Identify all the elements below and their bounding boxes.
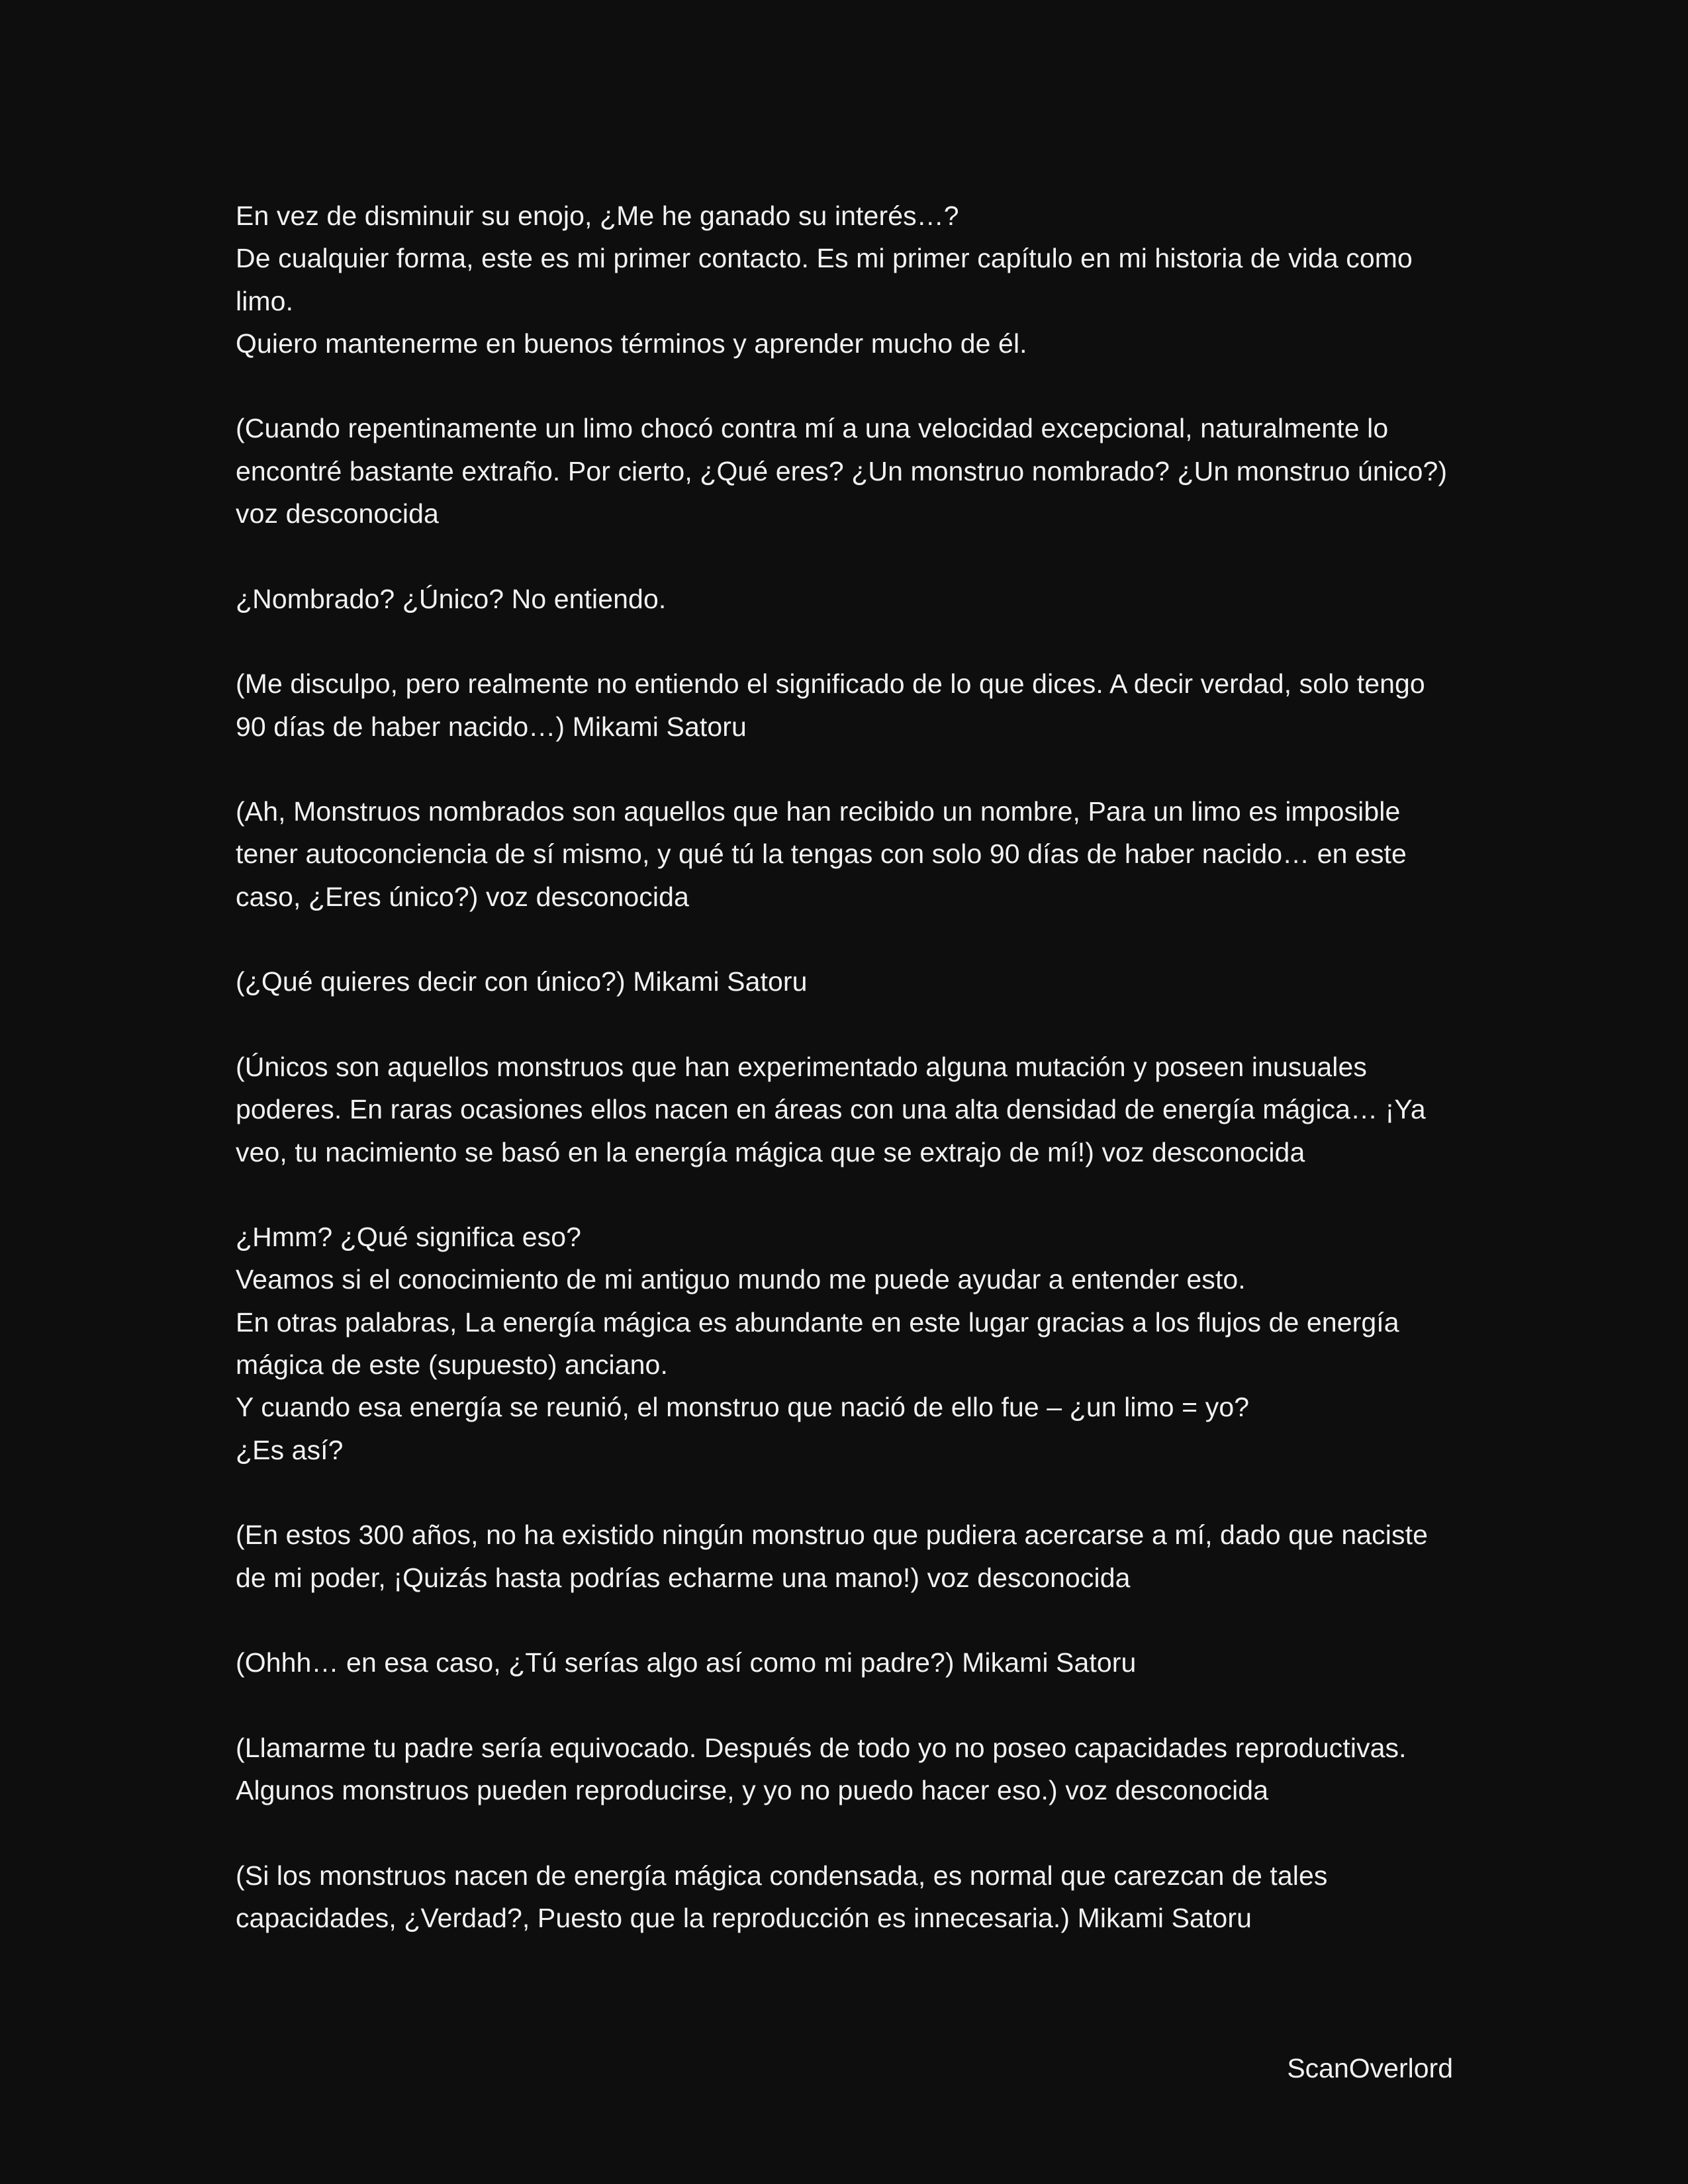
text-line: (Llamarme tu padre sería equivocado. Después de todo yo no poseo capacidades reproductivas. Algunos monstruos pueden reproducirse, y yo no puedo hacer eso.) voz desconocida	[236, 1732, 1413, 1805]
paragraph	[236, 960, 1460, 1003]
paragraph	[236, 578, 1460, 620]
paragraph	[236, 1727, 1460, 1812]
text-line: (Me disculpo, pero realmente no entiendo el significado de lo que dices. A decir verdad, solo tengo 90 días de haber nacido…) Mikami Satoru	[236, 668, 1433, 742]
text-line: (Ah, Monstruos nombrados son aquellos que han recibido un nombre, Para un limo es imposible tener autoconciencia de sí mismo, y qué tú la tengas con solo 90 días de haber nacido… en este caso, ¿Eres único?) voz desconocida	[236, 796, 1415, 912]
paragraph	[236, 790, 1460, 918]
text-line: (¿Qué quieres decir con único?) Mikami Satoru	[236, 966, 808, 997]
text-line: De cualquier forma, este es mi primer contacto. Es mi primer capítulo en mi historia de vida como limo.	[236, 243, 1421, 316]
text-line: (Cuando repentinamente un limo chocó contra mí a una velocidad excepcional, naturalmente lo encontré bastante extraño. Por cierto, ¿Qué eres? ¿Un monstruo nombrado? ¿Un monstruo único?) voz desconocida	[236, 413, 1455, 529]
paragraph	[236, 195, 1460, 365]
text-line: ¿Hmm? ¿Qué significa eso?	[236, 1222, 582, 1253]
text-line: Veamos si el conocimiento de mi antiguo mundo me puede ayudar a entender esto.	[236, 1264, 1246, 1295]
text-line: Quiero mantenerme en buenos términos y aprender mucho de él.	[236, 328, 1027, 359]
paragraph	[236, 1641, 1460, 1684]
text-line: En otras palabras, La energía mágica es abundante en este lugar gracias a los flujos de energía mágica de este (supuesto) anciano.	[236, 1306, 1407, 1381]
text-line: (En estos 300 años, no ha existido ningún monstruo que pudiera acercarse a mí, dado que naciste de mi poder, ¡Quizás hasta podrías echarme una mano!) voz desconocida	[236, 1520, 1436, 1593]
text-line: ¿Nombrado? ¿Único? No entiendo.	[236, 583, 667, 614]
paragraph	[236, 1216, 1460, 1471]
signature: ScanOverlord	[1287, 2053, 1453, 2083]
text-line: ¿Es así?	[236, 1434, 344, 1465]
text-line: (Ohhh… en esa caso, ¿Tú serías algo así como mi padre?) Mikami Satoru	[236, 1647, 1137, 1678]
text-line: (Si los monstruos nacen de energía mágica condensada, es normal que carezcan de tales capacidades, ¿Verdad?, Puesto que la reproducción es innecesaria.) Mikami Satoru	[236, 1860, 1335, 1933]
paragraph	[236, 1854, 1460, 1940]
text-line: En vez de disminuir su enojo, ¿Me he ganado su interés…?	[236, 201, 959, 231]
paragraph	[236, 1514, 1460, 1599]
paragraph	[236, 662, 1460, 748]
paragraph	[236, 1046, 1460, 1173]
document-body	[236, 195, 1460, 1981]
paragraph	[236, 407, 1460, 535]
text-line: (Únicos son aquellos monstruos que han experimentado alguna mutación y poseen inusuales poderes. En raras ocasiones ellos nacen en áreas con una alta densidad de energía mágica… ¡Ya veo, tu nacimiento se basó en la energía mágica que se extrajo de mí!) voz desconocida	[236, 1051, 1434, 1167]
text-line: Y cuando esa energía se reunió, el monstruo que nació de ello fue – ¿un limo = yo?	[236, 1392, 1250, 1423]
